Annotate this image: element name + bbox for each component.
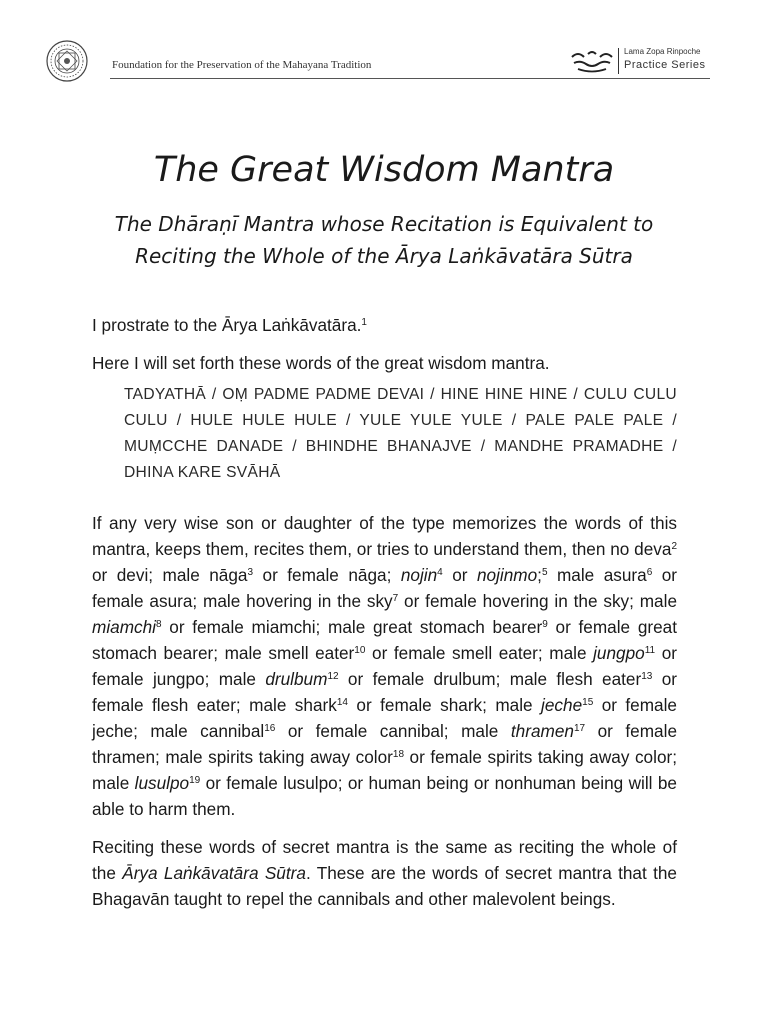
footnote-ref: 8 <box>155 619 162 630</box>
italic-term: jungpo <box>593 643 645 663</box>
italic-term: nojin <box>400 565 438 585</box>
italic-term: Ārya Laṅkāvatāra Sūtra <box>122 863 306 883</box>
foundation-name: Foundation for the Preservation of the Mahayana Tradition <box>112 59 372 71</box>
footnote-ref: 19 <box>189 775 201 786</box>
page-subtitle: The Dhāraṇī Mantra whose Recitation is Equivalent to Reciting the Whole of the Ārya Laṅkāvatāra Sūtra <box>114 212 654 268</box>
protection-paragraph: If any very wise son or daughter of the type memorizes the words of this mantra, keeps them, recites them, or tries to understand them, then no deva$^2$ or devi; male nāga$^3$ or female nāga; nojin$^4$ or nojinmo;$^5$ male asura$^6$ or female asura; male hovering in the sky$^7$ or female hovering in the sky; male miamchi$^8$ or female miamchi; male great stomach bearer$^9$ or female great stomach bearer; male smell eater$^{10}$ or female smell eater; male jungpo$^{11}$ or female jungpo; male drulbum$^{12}$ or female drulbum; male flesh eater$^{13}$ or female flesh eater; male shark$^{14}$ or female shark; male jeche$^{15}$ or female jeche; male cannibal$^{16}$ or female cannibal; male thramen$^{17}$ or female thramen; male spirits taking away color$^{18}$ or female spirits taking away color; male lusulpo$^{19}$ or female lusulpo; or human being or nonhuman being will be able to harm them. <box>92 513 678 819</box>
footnote-ref: 10 <box>354 645 366 656</box>
series-name: Practice Series <box>624 59 706 71</box>
set-forth-line: Here I will set forth these words of the great wisdom mantra. <box>92 353 550 373</box>
footnote-ref: 16 <box>264 723 276 734</box>
italic-term: thramen <box>510 721 574 741</box>
prostration-line: I prostrate to the Ārya Laṅkāvatāra.$^1$ <box>92 315 367 335</box>
equivalence-paragraph: Reciting these words of secret mantra is the same as reciting the whole of the Ārya Laṅkāvatāra Sūtra. These are the words of secret mantra that the Bhagavān taught to repel the cannibals and other malevolent beings. <box>92 837 677 909</box>
series-author: Lama Zopa Rinpoche <box>624 47 701 56</box>
footnote-ref: 11 <box>644 645 656 656</box>
footnote-ref: 4 <box>437 567 443 578</box>
footnote-ref: 7 <box>392 593 399 604</box>
footnote-ref: 15 <box>582 697 594 708</box>
italic-term: jeche <box>541 695 583 715</box>
italic-term: nojinmo <box>476 565 538 585</box>
page-header <box>46 40 710 80</box>
document-body <box>92 312 677 912</box>
series-block <box>570 46 710 76</box>
mantra-text: TADYATHĀ / OṂ PADME PADME DEVAI / HINE HINE HINE / CULU CULU CULU / HULE HULE HULE / YULE YULE YULE / PALE PALE PALE / MUṂCCHE DANADE / BHINDHE BHANAJVE / MANDHE PRAMADHE / DHINA KARE SVĀHĀ <box>124 386 677 481</box>
italic-term: drulbum <box>265 669 328 689</box>
footnote-ref: 13 <box>641 671 653 682</box>
footnote-ref: 5 <box>541 567 548 578</box>
italic-term: miamchi <box>92 617 156 637</box>
footnote-ref: 3 <box>247 567 254 578</box>
footnote-ref: 18 <box>392 749 405 760</box>
page-title: The Great Wisdom Mantra <box>153 150 615 190</box>
series-divider <box>618 48 619 74</box>
footnote-ref: 2 <box>671 541 677 552</box>
footnote-ref: 14 <box>336 697 348 708</box>
italic-term: lusulpo <box>134 773 190 793</box>
footnote-ref: 9 <box>542 619 548 630</box>
lama-zopa-logo-icon <box>570 48 614 74</box>
header-rule <box>110 78 710 79</box>
footnote-ref: 12 <box>327 671 339 682</box>
footnote-ref: 17 <box>573 723 586 734</box>
fpmt-seal-icon <box>46 40 88 82</box>
footnote-ref: 1 <box>361 317 367 328</box>
footnote-ref: 6 <box>646 567 653 578</box>
